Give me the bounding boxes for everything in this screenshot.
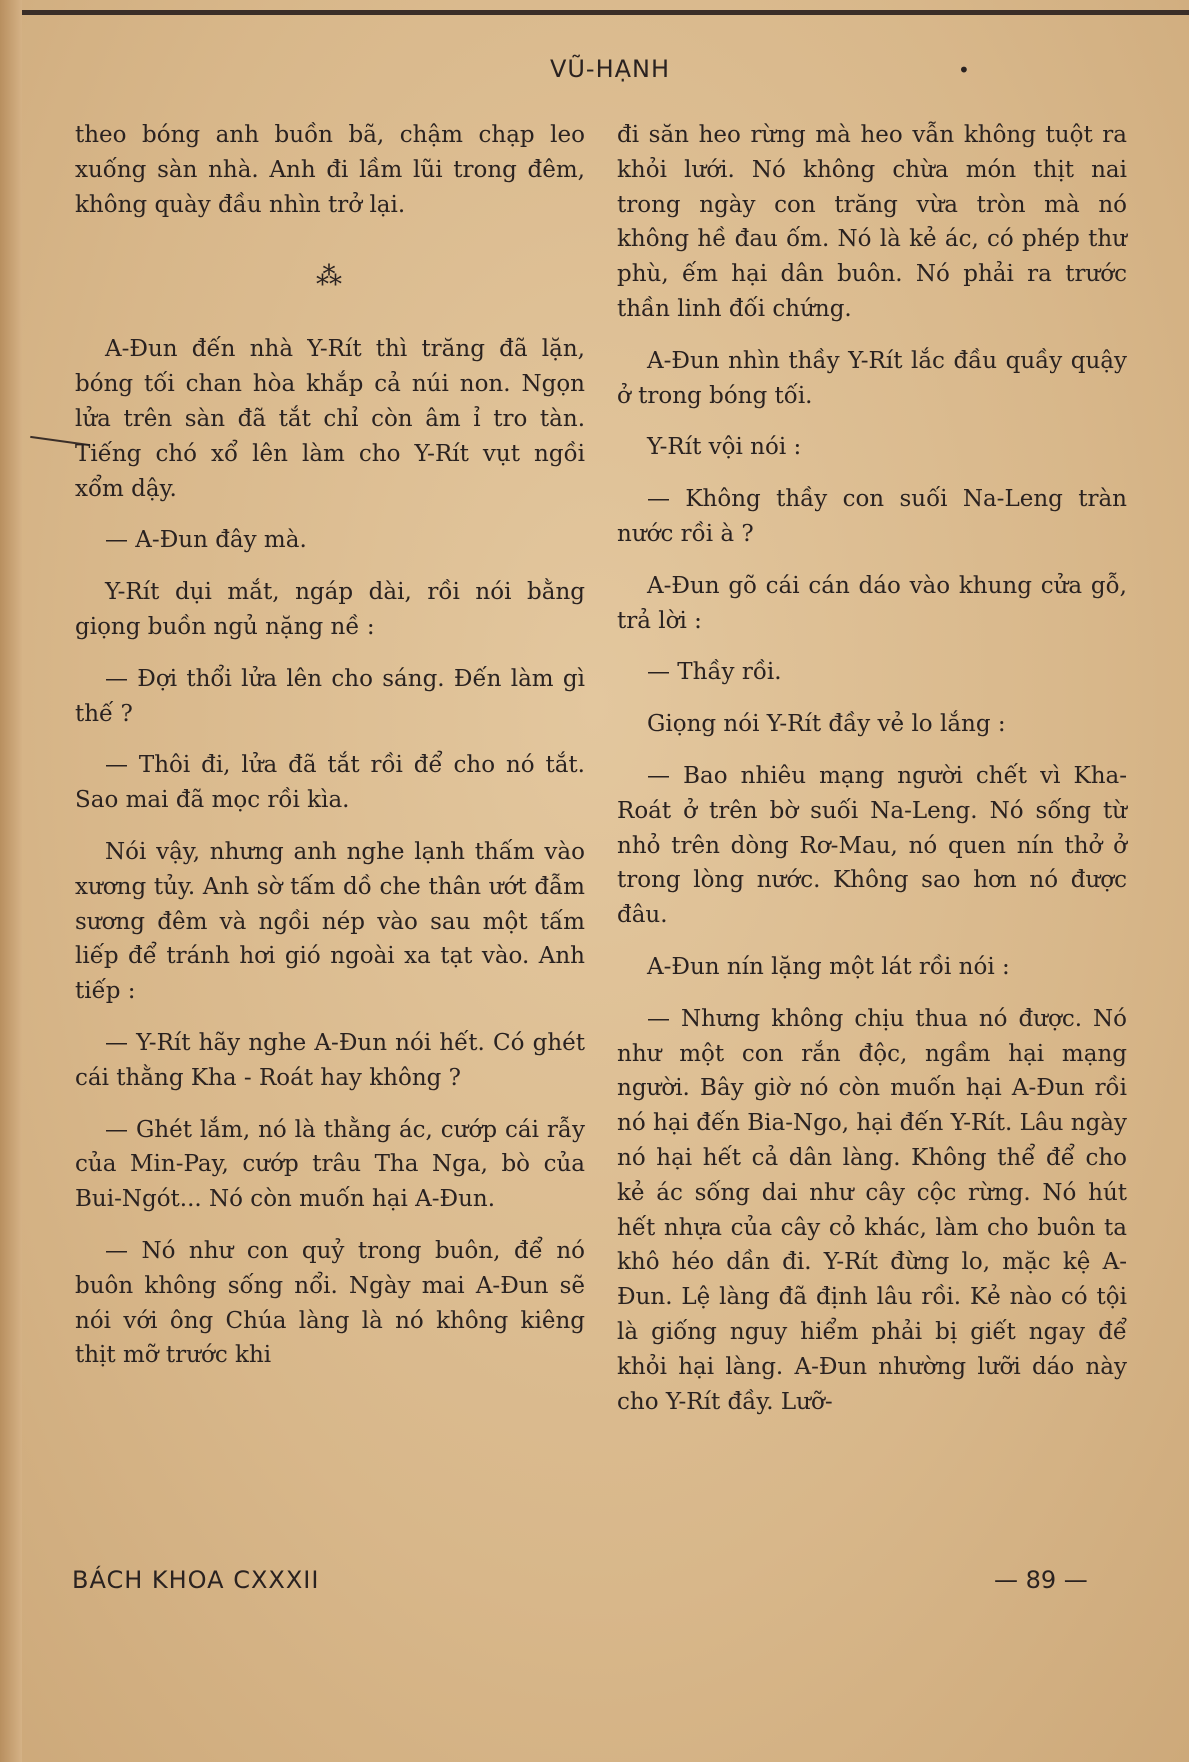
paragraph: — Thôi đi, lửa đã tắt rồi để cho nó tắt. Sao mai đã mọc rồi kìa. [75,752,585,814]
paragraph: Y-Rít dụi mắt, ngáp dài, rồi nói bằng giọng buồn ngủ nặng nề : [75,579,585,640]
paragraph: — Bao nhiêu mạng người chết vì Kha-Roát ở trên bờ suối Na-Leng. Nó sống từ nhỏ trên dòng Rơ-Mau, nó quen nín thở ở trong lòng nước. Không sao hơn nó được đâu. [617,762,1127,929]
paragraph: — Không thầy con suối Na-Leng tràn nước rồi à ? [617,486,1127,547]
page-edge [0,0,22,1762]
paragraph: Giọng nói Y-Rít đầy vẻ lo lắng : [647,711,1006,738]
paragraph: — Y-Rít hãy nghe A-Đun nói hết. Có ghét cái thằng Kha - Roát hay không ? [75,1029,585,1091]
paragraph: đi săn heo rừng mà heo vẫn không tuột ra khỏi lưới. Nó không chừa món thịt nai trong ngày con trăng vừa tròn mà nó không hề đau ốm. Nó là kẻ ác, có phép thư phù, ếm hại dân buôn. Nó phải ra trước thần linh đối chứng. [617,122,1127,322]
paragraph: Y-Rít vội nói : [647,434,802,461]
paragraph: A-Đun nhìn thầy Y-Rít lắc đầu quầy quậy ở trong bóng tối. [617,347,1127,409]
left-column [75,118,585,1390]
paragraph: — A-Đun đây mà. [105,527,307,554]
paragraph: A-Đun gõ cái cán dáo vào khung cửa gỗ, trả lời : [617,572,1127,634]
footer-publication: BÁCH KHOA CXXXII [72,1566,320,1594]
paragraph: — Thầy rồi. [647,659,782,686]
paragraph: Nói vậy, nhưng anh nghe lạnh thấm vào xương tủy. Anh sờ tấm dồ che thân ướt đẫm sương đêm và ngồi nép vào sau một tấm liếp để tránh hơi gió ngoài xa tạt vào. Anh tiếp : [75,838,585,1005]
running-header: VŨ-HẠNH [549,55,671,83]
right-column [617,118,1127,1436]
paragraph: A-Đun nín lặng một lát rồi nói : [647,953,1010,980]
section-break-asterism: ⁂ [316,262,344,293]
paragraph: A-Đun đến nhà Y-Rít thì trăng đã lặn, bóng tối chan hòa khắp cả núi non. Ngọn lửa trên sàn đã tắt chỉ còn âm ỉ tro tàn. Tiếng chó xổ lên làm cho Y-Rít vụt ngồi xổm dậy. [75,336,585,502]
paragraph: — Ghét lắm, nó là thằng ác, cướp cái rẫy của Min-Pay, cướp trâu Tha Nga, bò của Bui-Ngót... Nó còn muốn hại A-Đun. [75,1116,585,1213]
paragraph: — Đợi thổi lửa lên cho sáng. Đến làm gì thế ? [75,665,585,727]
paragraph: — Nó như con quỷ trong buôn, để nó buôn không sống nổi. Ngày mai A-Đun sẽ nói với ông Chúa làng là nó không kiêng thịt mỡ trước khi [75,1237,585,1369]
page-number: — 89 — [994,1566,1088,1594]
paragraph: theo bóng anh buồn bã, chậm chạp leo xuống sàn nhà. Anh đi lầm lũi trong đêm, không quày đầu nhìn trở lại. [75,122,585,218]
header-dot: • [958,58,970,82]
top-rule [22,10,1189,15]
paragraph: — Nhưng không chịu thua nó được. Nó như một con rắn độc, ngầm hại mạng người. Bây giờ nó còn muốn hại A-Đun rồi nó hại đến Bia-Ngo, hại đến Y-Rít. Lâu ngày nó hại hết cả dân làng. Không thể để cho kẻ ác sống dai như cây cộc rừng. Nó hút hết nhựa của cây cỏ khác, làm cho buôn ta khô héo dần đi. Y-Rít đừng lo, mặc kệ A-Đun. Lệ làng đã định lâu rồi. Kẻ nào có tội là giống nguy hiểm phải bị giết ngay để khỏi hại làng. A-Đun nhường lưỡi dáo này cho Y-Rít đầy. Lưỡ- [617,1005,1127,1415]
